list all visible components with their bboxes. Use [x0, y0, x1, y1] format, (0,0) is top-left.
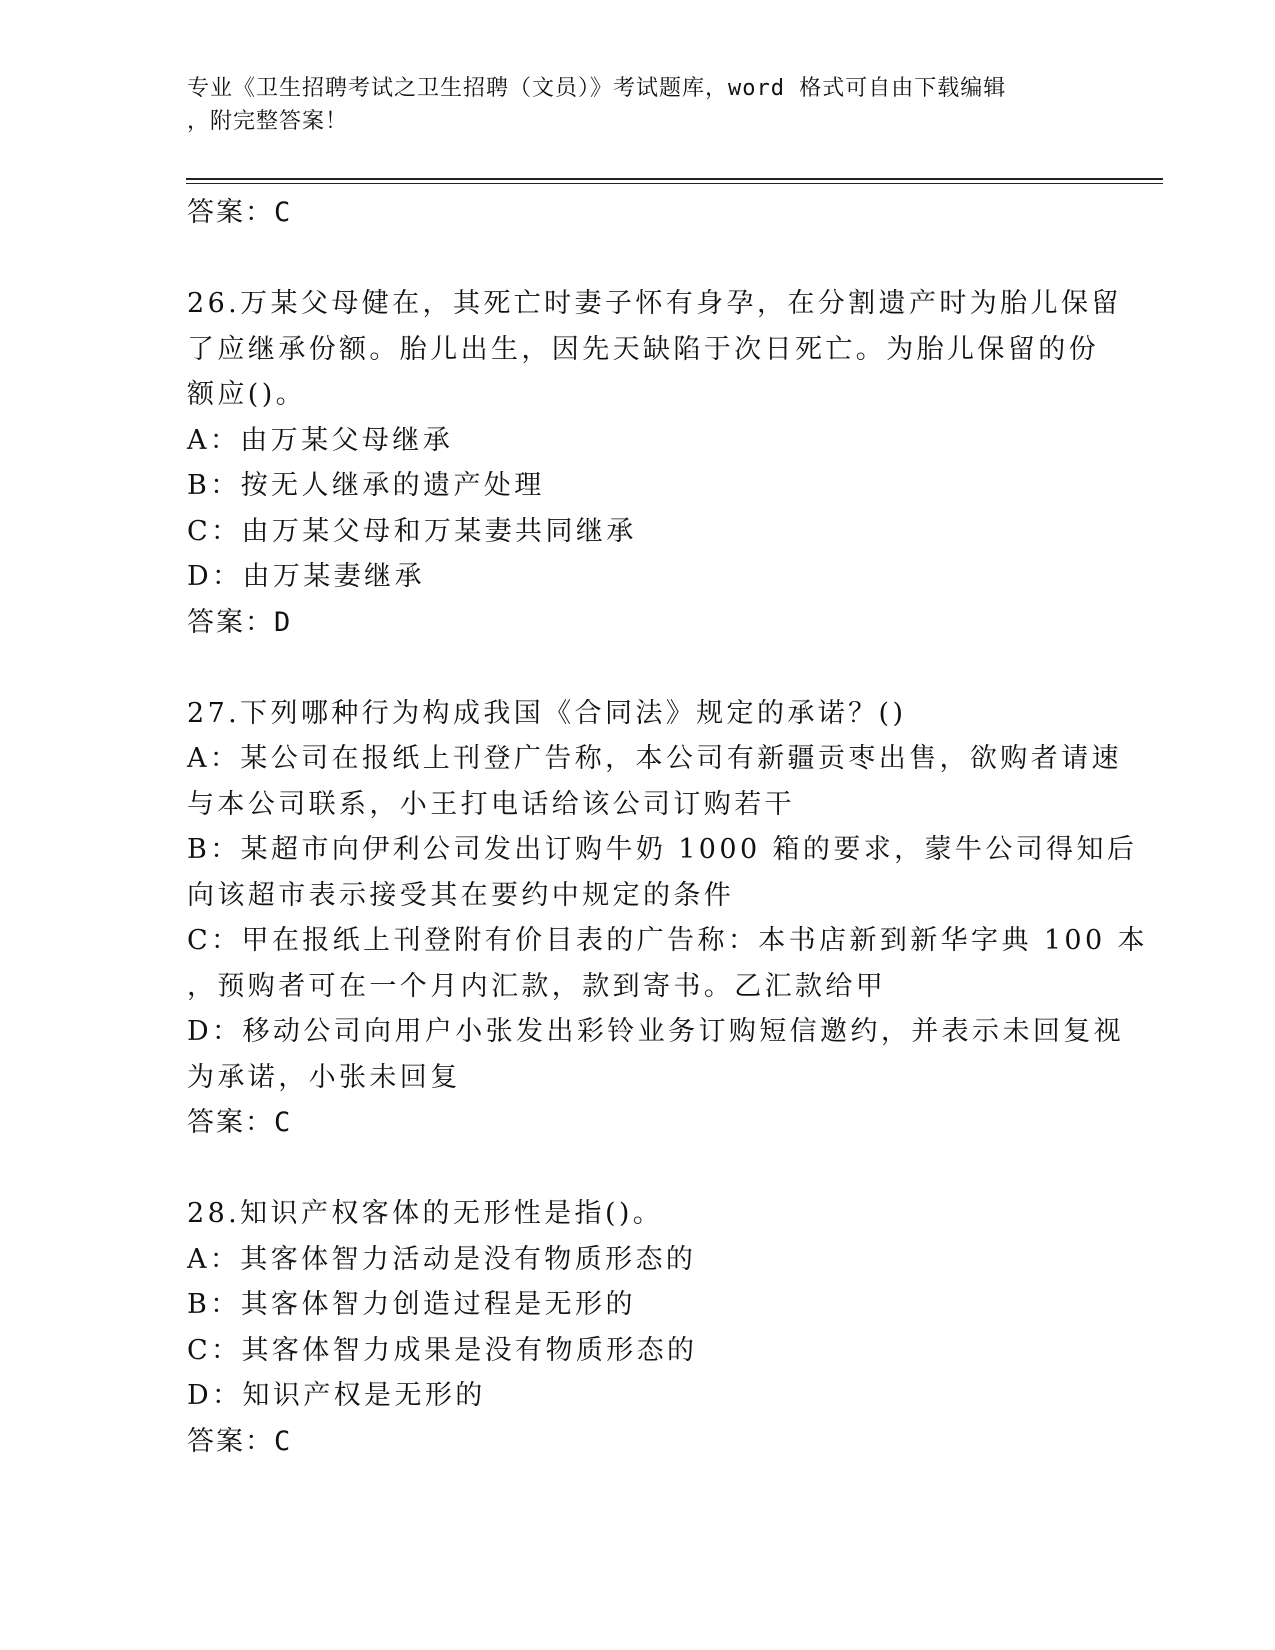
option-a: A：其客体智力活动是没有物质形态的 — [187, 1243, 697, 1275]
question-block — [187, 691, 1148, 1146]
option-b: B：按无人继承的遗产处理 — [187, 470, 545, 501]
answer-line: 答案：C — [187, 1425, 293, 1457]
answer-line: 答案：C — [187, 197, 293, 228]
option-d: D：知识产权是无形的 — [187, 1380, 486, 1411]
spacer — [187, 1146, 1087, 1192]
question-content — [187, 190, 1148, 1464]
page-header — [187, 72, 1087, 138]
option-a-continued: 与本公司联系，小王打电话给该公司订购若干 — [187, 788, 795, 820]
header-line-2: ，附完整答案！ — [187, 109, 349, 134]
option-c: C：其客体智力成果是没有物质形态的 — [187, 1334, 698, 1366]
header-divider-thin — [186, 183, 1163, 184]
header-divider — [186, 178, 1163, 180]
question-stem-line: 26.万某父母健在，其死亡时妻子怀有身孕，在分割遗产时为胎儿保留 — [187, 288, 1122, 319]
question-stem-line: 了应继承份额。胎儿出生，因先天缺陷于次日死亡。为胎儿保留的份 — [187, 333, 1099, 365]
option-b-continued: 向该超市表示接受其在要约中规定的条件 — [187, 879, 735, 911]
spacer — [187, 645, 1087, 691]
option-a: A：由万某父母继承 — [187, 424, 454, 456]
spacer — [187, 236, 1087, 282]
option-d-continued: 为承诺，小张未回复 — [187, 1061, 461, 1093]
option-a: A：某公司在报纸上刊登广告称，本公司有新疆贡枣出售，欲购者请速 — [187, 743, 1122, 774]
option-d: D：移动公司向用户小张发出彩铃业务订购短信邀约，并表示未回复视 — [187, 1016, 1125, 1047]
option-d: D：由万某妻继承 — [187, 561, 425, 592]
question-block — [187, 1191, 1087, 1464]
header-line-1: 专业《卫生招聘考试之卫生招聘（文员）》考试题库，word 格式可自由下载编辑 — [187, 76, 1007, 101]
option-c: C：甲在报纸上刊登附有价目表的广告称：本书店新到新华字典 100 本 — [187, 925, 1148, 956]
answer-line: 答案：D — [187, 606, 293, 638]
option-c: C：由万某父母和万某妻共同继承 — [187, 515, 637, 547]
option-b: B：某超市向伊利公司发出订购牛奶 1000 箱的要求，蒙牛公司得知后 — [187, 834, 1138, 865]
question-stem-line: 额应()。 — [187, 379, 307, 410]
question-stem-line: 27.下列哪种行为构成我国《合同法》规定的承诺？() — [187, 697, 907, 729]
question-block — [187, 281, 1122, 645]
answer-line: 答案：C — [187, 1107, 293, 1138]
question-stem-line: 28.知识产权客体的无形性是指()。 — [187, 1198, 664, 1229]
option-b: B：其客体智力创造过程是无形的 — [187, 1289, 636, 1320]
option-c-continued: ，预购者可在一个月内汇款，款到寄书。乙汇款给甲 — [187, 970, 887, 1002]
